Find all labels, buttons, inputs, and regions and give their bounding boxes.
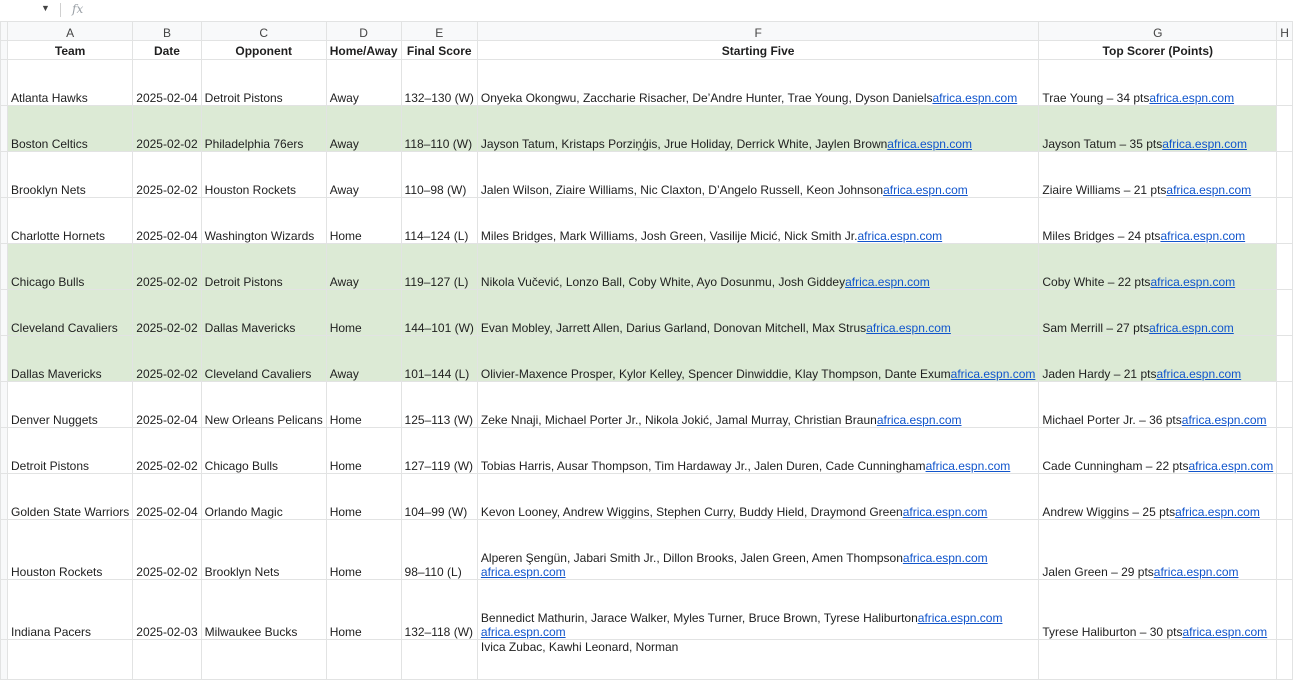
table-row (1, 60, 1293, 106)
cell-home-away[interactable]: Away (326, 60, 401, 106)
source-link[interactable]: africa.espn.com (1160, 229, 1246, 243)
starting-five-text: Ivica Zubac, Kawhi Leonard, Norman (480, 640, 679, 654)
cell-team[interactable]: Dallas Mavericks (8, 336, 133, 382)
cell-team[interactable]: Detroit Pistons (8, 428, 133, 474)
cell-starting-five[interactable] (477, 152, 1038, 198)
table-row (1, 382, 1293, 428)
source-link[interactable]: africa.espn.com (1156, 367, 1242, 381)
cell-empty-h[interactable] (1277, 244, 1293, 290)
top-scorer-text: Michael Porter Jr. – 36 pts (1042, 413, 1182, 427)
table-row (1, 244, 1293, 290)
cell-team[interactable]: Brooklyn Nets (8, 152, 133, 198)
header-date[interactable]: Date (133, 41, 201, 60)
formula-bar (0, 0, 1000, 22)
top-scorer-text: Trae Young – 34 pts (1042, 91, 1150, 105)
cell-home-away[interactable]: Home (326, 290, 401, 336)
row-header[interactable] (1, 60, 8, 106)
row-header[interactable] (1, 474, 8, 520)
name-box-dropdown-icon[interactable]: ▼ (41, 3, 50, 13)
source-link[interactable]: africa.espn.com (1162, 137, 1247, 151)
cell-top-scorer[interactable] (1039, 198, 1277, 244)
cell-date[interactable]: 2025-02-04 (133, 474, 201, 520)
spreadsheet-grid (0, 21, 1293, 680)
cell-date[interactable]: 2025-02-02 (133, 336, 201, 382)
cell-date[interactable]: 2025-02-03 (133, 580, 201, 640)
cell-final-score[interactable]: 110–98 (W) (401, 152, 477, 198)
cell-home-away[interactable]: Away (326, 106, 401, 152)
cell-empty-h[interactable] (1277, 152, 1293, 198)
cell-team[interactable]: Indiana Pacers (8, 580, 133, 640)
cell-empty-h[interactable] (1277, 428, 1293, 474)
cell-opponent[interactable]: Brooklyn Nets (201, 520, 326, 580)
cell-top-scorer[interactable] (1039, 474, 1277, 520)
source-link[interactable]: africa.espn.com (883, 183, 968, 197)
cell-starting-five[interactable] (477, 640, 1038, 680)
top-scorer-text: Tyrese Haliburton – 30 pts (1042, 625, 1183, 639)
table-row (1, 474, 1293, 520)
cell-opponent[interactable]: Detroit Pistons (201, 60, 326, 106)
cell-final-score[interactable]: 132–118 (W) (401, 580, 477, 640)
source-link[interactable]: africa.espn.com (1188, 459, 1274, 473)
cell-empty-h[interactable] (1277, 290, 1293, 336)
cell-final-score[interactable]: 132–130 (W) (401, 60, 477, 106)
cell-team[interactable]: Denver Nuggets (8, 382, 133, 428)
cell-team[interactable]: Charlotte Hornets (8, 198, 133, 244)
cell-starting-five[interactable] (477, 520, 1038, 580)
cell-final-score[interactable]: 127–119 (W) (401, 428, 477, 474)
header-opponent[interactable]: Opponent (201, 41, 326, 60)
starting-five-text: Zeke Nnaji, Michael Porter Jr., Nikola Jokić, Jamal Murray, Christian Braun (480, 413, 877, 427)
cell-opponent[interactable]: Chicago Bulls (201, 428, 326, 474)
row-header[interactable] (1, 106, 8, 152)
column-header-a[interactable]: A (8, 22, 133, 41)
source-link[interactable]: africa.espn.com (876, 413, 962, 427)
cell-top-scorer[interactable] (1039, 336, 1277, 382)
cell-top-scorer[interactable] (1039, 640, 1277, 680)
top-scorer-text: Sam Merrill – 27 pts (1042, 321, 1150, 335)
row-header[interactable] (1, 520, 8, 580)
starting-five-text: Nikola Vučević, Lonzo Ball, Coby White, Ayo Dosunmu, Josh Giddey (480, 275, 846, 289)
row-header[interactable] (1, 336, 8, 382)
cell-empty-h[interactable] (1277, 520, 1293, 580)
column-header-e[interactable]: E (401, 22, 477, 41)
source-link[interactable]: africa.espn.com (902, 551, 988, 565)
cell-date[interactable]: 2025-02-02 (133, 244, 201, 290)
table-row (1, 198, 1293, 244)
select-all-corner[interactable] (1, 22, 8, 41)
source-link[interactable]: africa.espn.com (1149, 321, 1234, 335)
cell-team[interactable]: Cleveland Cavaliers (8, 290, 133, 336)
cell-opponent[interactable]: Houston Rockets (201, 152, 326, 198)
starting-five-text: Jalen Wilson, Ziaire Williams, Nic Claxton, D’Angelo Russell, Keon Johnson (480, 183, 884, 197)
cell-team[interactable]: Atlanta Hawks (8, 60, 133, 106)
starting-five-text: Evan Mobley, Jarrett Allen, Darius Garland, Donovan Mitchell, Max Strus (480, 321, 867, 335)
column-header-c[interactable]: C (201, 22, 326, 41)
table-row (1, 152, 1293, 198)
source-link[interactable]: africa.espn.com (1175, 505, 1260, 519)
row-header[interactable] (1, 640, 8, 680)
cell-empty-h[interactable] (1277, 474, 1293, 520)
source-link[interactable]: africa.espn.com (866, 321, 951, 335)
header-home-away[interactable]: Home/Away (326, 41, 401, 60)
column-header-g[interactable]: G (1039, 22, 1277, 41)
starting-five-text: Olivier-Maxence Prosper, Kylor Kelley, Spencer Dinwiddie, Klay Thompson, Dante Exum (480, 367, 951, 381)
fx-icon: fx (72, 2, 84, 16)
starting-five-text: Bennedict Mathurin, Jarace Walker, Myles Turner, Bruce Brown, Tyrese Haliburton (480, 611, 918, 625)
cell-starting-five[interactable] (477, 106, 1038, 152)
table-row (1, 290, 1293, 336)
cell-starting-five[interactable] (477, 580, 1038, 640)
source-link[interactable]: africa.espn.com (1181, 413, 1267, 427)
cell-empty-h[interactable] (1277, 336, 1293, 382)
table-row (1, 106, 1293, 152)
formula-bar-divider (60, 3, 61, 17)
source-link[interactable]: africa.espn.com (1149, 91, 1235, 105)
header-starting-five[interactable]: Starting Five (477, 41, 1038, 60)
source-link[interactable]: africa.espn.com (902, 505, 988, 519)
row-header[interactable] (1, 382, 8, 428)
header-row (1, 41, 1293, 60)
cell-home-away[interactable] (326, 640, 401, 680)
top-scorer-text: Jayson Tatum – 35 pts (1042, 137, 1163, 151)
starting-five-text: Tobias Harris, Ausar Thompson, Tim Hardaway Jr., Jalen Duren, Cade Cunningham (480, 459, 926, 473)
row-header[interactable] (1, 290, 8, 336)
source-link[interactable]: africa.espn.com (480, 565, 566, 579)
cell-opponent[interactable]: Dallas Mavericks (201, 290, 326, 336)
cell-starting-five[interactable] (477, 474, 1038, 520)
top-scorer-text: Miles Bridges – 24 pts (1042, 229, 1161, 243)
cell-home-away[interactable]: Home (326, 428, 401, 474)
cell-empty-h[interactable] (1277, 580, 1293, 640)
cell-date[interactable]: 2025-02-04 (133, 60, 201, 106)
cell-top-scorer[interactable] (1039, 382, 1277, 428)
source-link[interactable]: africa.espn.com (1150, 275, 1236, 289)
cell-final-score[interactable]: 125–113 (W) (401, 382, 477, 428)
cell-team[interactable]: Chicago Bulls (8, 244, 133, 290)
column-header-f[interactable]: F (477, 22, 1038, 41)
cell-home-away[interactable]: Away (326, 152, 401, 198)
row-header[interactable] (1, 152, 8, 198)
table-row (1, 640, 1293, 680)
cell-opponent[interactable]: New Orleans Pelicans (201, 382, 326, 428)
cell-top-scorer[interactable] (1039, 60, 1277, 106)
cell-team[interactable] (8, 640, 133, 680)
top-scorer-text: Coby White – 22 pts (1042, 275, 1151, 289)
header-empty-h[interactable] (1277, 41, 1293, 60)
table-row (1, 520, 1293, 580)
cell-empty-h[interactable] (1277, 106, 1293, 152)
source-link[interactable]: africa.espn.com (845, 275, 930, 289)
cell-date[interactable]: 2025-02-02 (133, 428, 201, 474)
cell-top-scorer[interactable] (1039, 580, 1277, 640)
cell-date[interactable]: 2025-02-02 (133, 106, 201, 152)
top-scorer-text: Ziaire Williams – 21 pts (1042, 183, 1167, 197)
cell-top-scorer[interactable] (1039, 520, 1277, 580)
cell-opponent[interactable]: Washington Wizards (201, 198, 326, 244)
source-link[interactable]: africa.espn.com (1182, 625, 1268, 639)
cell-top-scorer[interactable] (1039, 106, 1277, 152)
table-row (1, 580, 1293, 640)
cell-opponent[interactable]: Cleveland Cavaliers (201, 336, 326, 382)
cell-date[interactable]: 2025-02-02 (133, 290, 201, 336)
cell-home-away[interactable]: Home (326, 580, 401, 640)
column-header-row (1, 22, 1293, 41)
cell-home-away[interactable]: Home (326, 382, 401, 428)
top-scorer-text: Cade Cunningham – 22 pts (1042, 459, 1189, 473)
cell-opponent[interactable]: Philadelphia 76ers (201, 106, 326, 152)
cell-date[interactable] (133, 640, 201, 680)
cell-empty-h[interactable] (1277, 640, 1293, 680)
cell-opponent[interactable]: Detroit Pistons (201, 244, 326, 290)
cell-date[interactable]: 2025-02-02 (133, 152, 201, 198)
cell-home-away[interactable]: Home (326, 474, 401, 520)
cell-starting-five[interactable] (477, 244, 1038, 290)
top-scorer-text: Jalen Green – 29 pts (1042, 565, 1154, 579)
cell-final-score[interactable]: 119–127 (L) (401, 244, 477, 290)
starting-five-text: Miles Bridges, Mark Williams, Josh Green, Vasilije Micić, Nick Smith Jr. (480, 229, 858, 243)
cell-opponent[interactable]: Milwaukee Bucks (201, 580, 326, 640)
starting-five-text: Alperen Şengün, Jabari Smith Jr., Dillon Brooks, Jalen Green, Amen Thompson (480, 551, 903, 565)
column-header-d[interactable]: D (326, 22, 401, 41)
cell-top-scorer[interactable] (1039, 290, 1277, 336)
starting-five-text: Kevon Looney, Andrew Wiggins, Stephen Curry, Buddy Hield, Draymond Green (480, 505, 903, 519)
row-header[interactable] (1, 198, 8, 244)
row-header[interactable] (1, 244, 8, 290)
cell-team[interactable]: Boston Celtics (8, 106, 133, 152)
cell-home-away[interactable]: Away (326, 244, 401, 290)
source-link[interactable]: africa.espn.com (887, 137, 972, 151)
cell-date[interactable]: 2025-02-04 (133, 198, 201, 244)
header-team[interactable]: Team (8, 41, 133, 60)
cell-empty-h[interactable] (1277, 198, 1293, 244)
cell-home-away[interactable]: Home (326, 198, 401, 244)
cell-starting-five[interactable] (477, 428, 1038, 474)
header-top-scorer[interactable]: Top Scorer (Points) (1039, 41, 1277, 60)
source-link[interactable]: africa.espn.com (925, 459, 1011, 473)
cell-home-away[interactable]: Away (326, 336, 401, 382)
starting-five-text: Jayson Tatum, Kristaps Porziņģis, Jrue Holiday, Derrick White, Jaylen Brown (480, 137, 888, 151)
cell-opponent[interactable] (201, 640, 326, 680)
source-link[interactable]: africa.espn.com (1166, 183, 1252, 197)
source-link[interactable]: africa.espn.com (857, 229, 943, 243)
cell-opponent[interactable]: Orlando Magic (201, 474, 326, 520)
source-link[interactable]: africa.espn.com (950, 367, 1036, 381)
cell-final-score[interactable]: 104–99 (W) (401, 474, 477, 520)
table-row (1, 336, 1293, 382)
cell-final-score[interactable]: 98–110 (L) (401, 520, 477, 580)
top-scorer-text: Andrew Wiggins – 25 pts (1042, 505, 1176, 519)
cell-starting-five[interactable] (477, 60, 1038, 106)
source-link[interactable]: africa.espn.com (932, 91, 1018, 105)
column-header-h[interactable]: H (1277, 22, 1293, 41)
cell-date[interactable]: 2025-02-04 (133, 382, 201, 428)
source-link[interactable]: africa.espn.com (917, 611, 1003, 625)
cell-starting-five[interactable] (477, 336, 1038, 382)
source-link[interactable]: africa.espn.com (480, 625, 566, 639)
cell-final-score[interactable] (401, 640, 477, 680)
cell-top-scorer[interactable] (1039, 152, 1277, 198)
cell-team[interactable]: Houston Rockets (8, 520, 133, 580)
cell-date[interactable]: 2025-02-02 (133, 520, 201, 580)
row-header[interactable] (1, 428, 8, 474)
cell-top-scorer[interactable] (1039, 244, 1277, 290)
row-header[interactable] (1, 41, 8, 60)
header-final-score[interactable]: Final Score (401, 41, 477, 60)
cell-starting-five[interactable] (477, 382, 1038, 428)
source-link[interactable]: africa.espn.com (1153, 565, 1239, 579)
cell-final-score[interactable]: 144–101 (W) (401, 290, 477, 336)
cell-empty-h[interactable] (1277, 382, 1293, 428)
cell-starting-five[interactable] (477, 198, 1038, 244)
top-scorer-text: Jaden Hardy – 21 pts (1042, 367, 1157, 381)
cell-team[interactable]: Golden State Warriors (8, 474, 133, 520)
cell-final-score[interactable]: 118–110 (W) (401, 106, 477, 152)
cell-home-away[interactable]: Home (326, 520, 401, 580)
starting-five-text: Onyeka Okongwu, Zaccharie Risacher, De’Andre Hunter, Trae Young, Dyson Daniels (480, 91, 933, 105)
cell-final-score[interactable]: 114–124 (L) (401, 198, 477, 244)
table-row (1, 428, 1293, 474)
cell-top-scorer[interactable] (1039, 428, 1277, 474)
row-header[interactable] (1, 580, 8, 640)
cell-empty-h[interactable] (1277, 60, 1293, 106)
cell-starting-five[interactable] (477, 290, 1038, 336)
column-header-b[interactable]: B (133, 22, 201, 41)
cell-final-score[interactable]: 101–144 (L) (401, 336, 477, 382)
